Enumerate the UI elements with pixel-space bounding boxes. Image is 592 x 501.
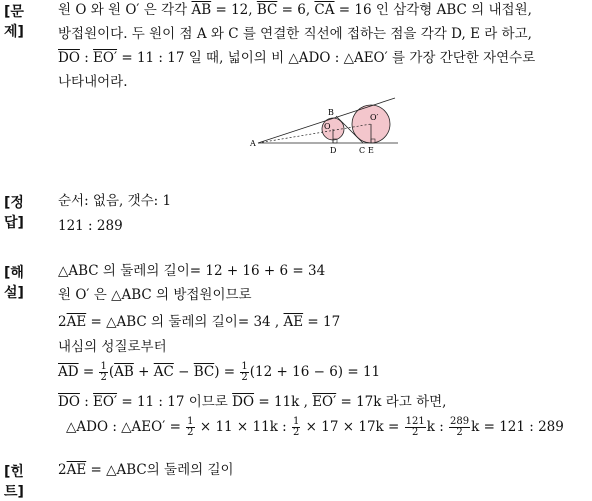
denominator: 2: [456, 427, 463, 438]
segment-ae: $\overline{AE}$: [66, 314, 87, 330]
denominator: 2: [187, 427, 194, 438]
hint-line: [58, 462, 234, 478]
text: = 12,: [211, 2, 257, 18]
text: = 11 : 17 이므로: [117, 394, 233, 410]
numerator: 1: [187, 416, 194, 427]
text: = 11 : 17 일 때, 넓이의 비 △ADO : △AEO′ 를 가장 간단한 자연수로: [117, 50, 536, 66]
solution-line-6: [58, 394, 446, 410]
problem-line-3: [58, 50, 535, 66]
label-c: C: [359, 146, 366, 155]
segment-ae: $\overline{AE}$: [283, 314, 304, 330]
numerator: 121: [405, 416, 425, 427]
label-e: E: [368, 146, 374, 155]
fraction-121-2: [405, 417, 426, 438]
text: ) =: [214, 364, 240, 380]
answer-line-2: 121 : 289: [58, 218, 123, 234]
segment-ab: $\overline{AB}$: [114, 364, 134, 380]
segment-do: $\overline{DO}$: [232, 394, 255, 410]
solution-line-2: 원 O′ 은 △ABC 의 방접원이므로: [58, 287, 252, 303]
segment-bc: $\overline{BC}$: [193, 364, 215, 380]
fraction-half: [99, 362, 107, 383]
text: = 17k 라고 하면,: [336, 394, 447, 410]
text: × 11 × 11k :: [195, 419, 292, 435]
fraction-half: [186, 417, 194, 438]
solution-line-3: [58, 314, 340, 330]
segment-ad: $\overline{AD}$: [58, 364, 79, 380]
label-b: B: [328, 108, 334, 117]
label-d: D: [330, 146, 337, 155]
text: = 17: [303, 314, 341, 330]
text: × 17 × 17k =: [301, 419, 404, 435]
text: 원 O 와 원 O′ 은 각각: [58, 2, 192, 18]
numerator: 1: [241, 361, 248, 372]
text: =: [78, 364, 99, 380]
label-a: A: [250, 139, 256, 148]
problem-label: [문제]: [4, 4, 24, 40]
segment-ac: $\overline{AC}$: [153, 364, 174, 380]
segment-eo-prime: EO′: [312, 394, 337, 410]
text: +: [133, 364, 154, 380]
problem-line-4: 나타내어라.: [58, 74, 128, 90]
text: −: [173, 364, 194, 380]
text: = 11k ,: [254, 394, 313, 410]
segment-do: $\overline{DO}$: [58, 50, 80, 66]
text: 2: [58, 314, 67, 330]
text: (: [108, 364, 115, 380]
hint-label: [힌트]: [4, 464, 24, 500]
solution-line-5: [58, 360, 380, 384]
label-o-prime: O′: [370, 113, 379, 122]
segment-eo-prime: EO′: [93, 50, 118, 66]
numerator: 1: [293, 416, 300, 427]
solution-line-4: 내심의 성질로부터: [58, 339, 167, 355]
label-o: O: [324, 122, 331, 131]
text: = 16 인 삼각형 ABC 의 내접원,: [334, 2, 532, 18]
geometry-diagram: [248, 96, 408, 156]
fraction-half: [292, 417, 300, 438]
text: △ADO : △AEO′ =: [66, 419, 186, 435]
denominator: 2: [100, 372, 107, 383]
answer-label: [정답]: [4, 195, 24, 231]
text: (12 + 16 − 6) = 11: [249, 364, 381, 380]
denominator: 2: [241, 372, 248, 383]
numerator: 1: [100, 361, 107, 372]
problem-line-1: [58, 2, 532, 18]
segment-bc: $\overline{BC}$: [256, 2, 278, 18]
denominator: 2: [293, 427, 300, 438]
text: = △ABC 의 둘레의 길이= 34 ,: [86, 314, 284, 330]
text: :: [79, 394, 94, 410]
segment-eo-prime: EO′: [93, 394, 118, 410]
text: 2: [58, 462, 67, 478]
segment-do: $\overline{DO}$: [58, 394, 80, 410]
problem-line-2: 방접원이다. 두 원이 점 A 와 C 를 연결한 직선에 접하는 점을 각각 D, E 라 하고,: [58, 26, 532, 42]
text: :: [79, 50, 94, 66]
text: k :: [426, 419, 449, 435]
solution-line-1: △ABC 의 둘레의 길이= 12 + 16 + 6 = 34: [58, 263, 326, 279]
text: k = 121 : 289: [471, 419, 564, 435]
denominator: 2: [411, 427, 419, 438]
segment-ab: $\overline{AB}$: [191, 2, 212, 18]
text: = △ABC의 둘레의 길이: [86, 462, 234, 478]
segment-ca: $\overline{CA}$: [314, 2, 335, 18]
solution-label: [해설]: [4, 265, 24, 301]
fraction-289-2: [449, 417, 470, 438]
fraction-half: [240, 362, 248, 383]
segment-ae: $\overline{AE}$: [66, 462, 87, 478]
numerator: 289: [450, 416, 470, 427]
answer-line-1: 순서: 없음, 갯수: 1: [58, 193, 172, 209]
text: = 6,: [277, 2, 315, 18]
solution-line-7: [66, 414, 564, 440]
